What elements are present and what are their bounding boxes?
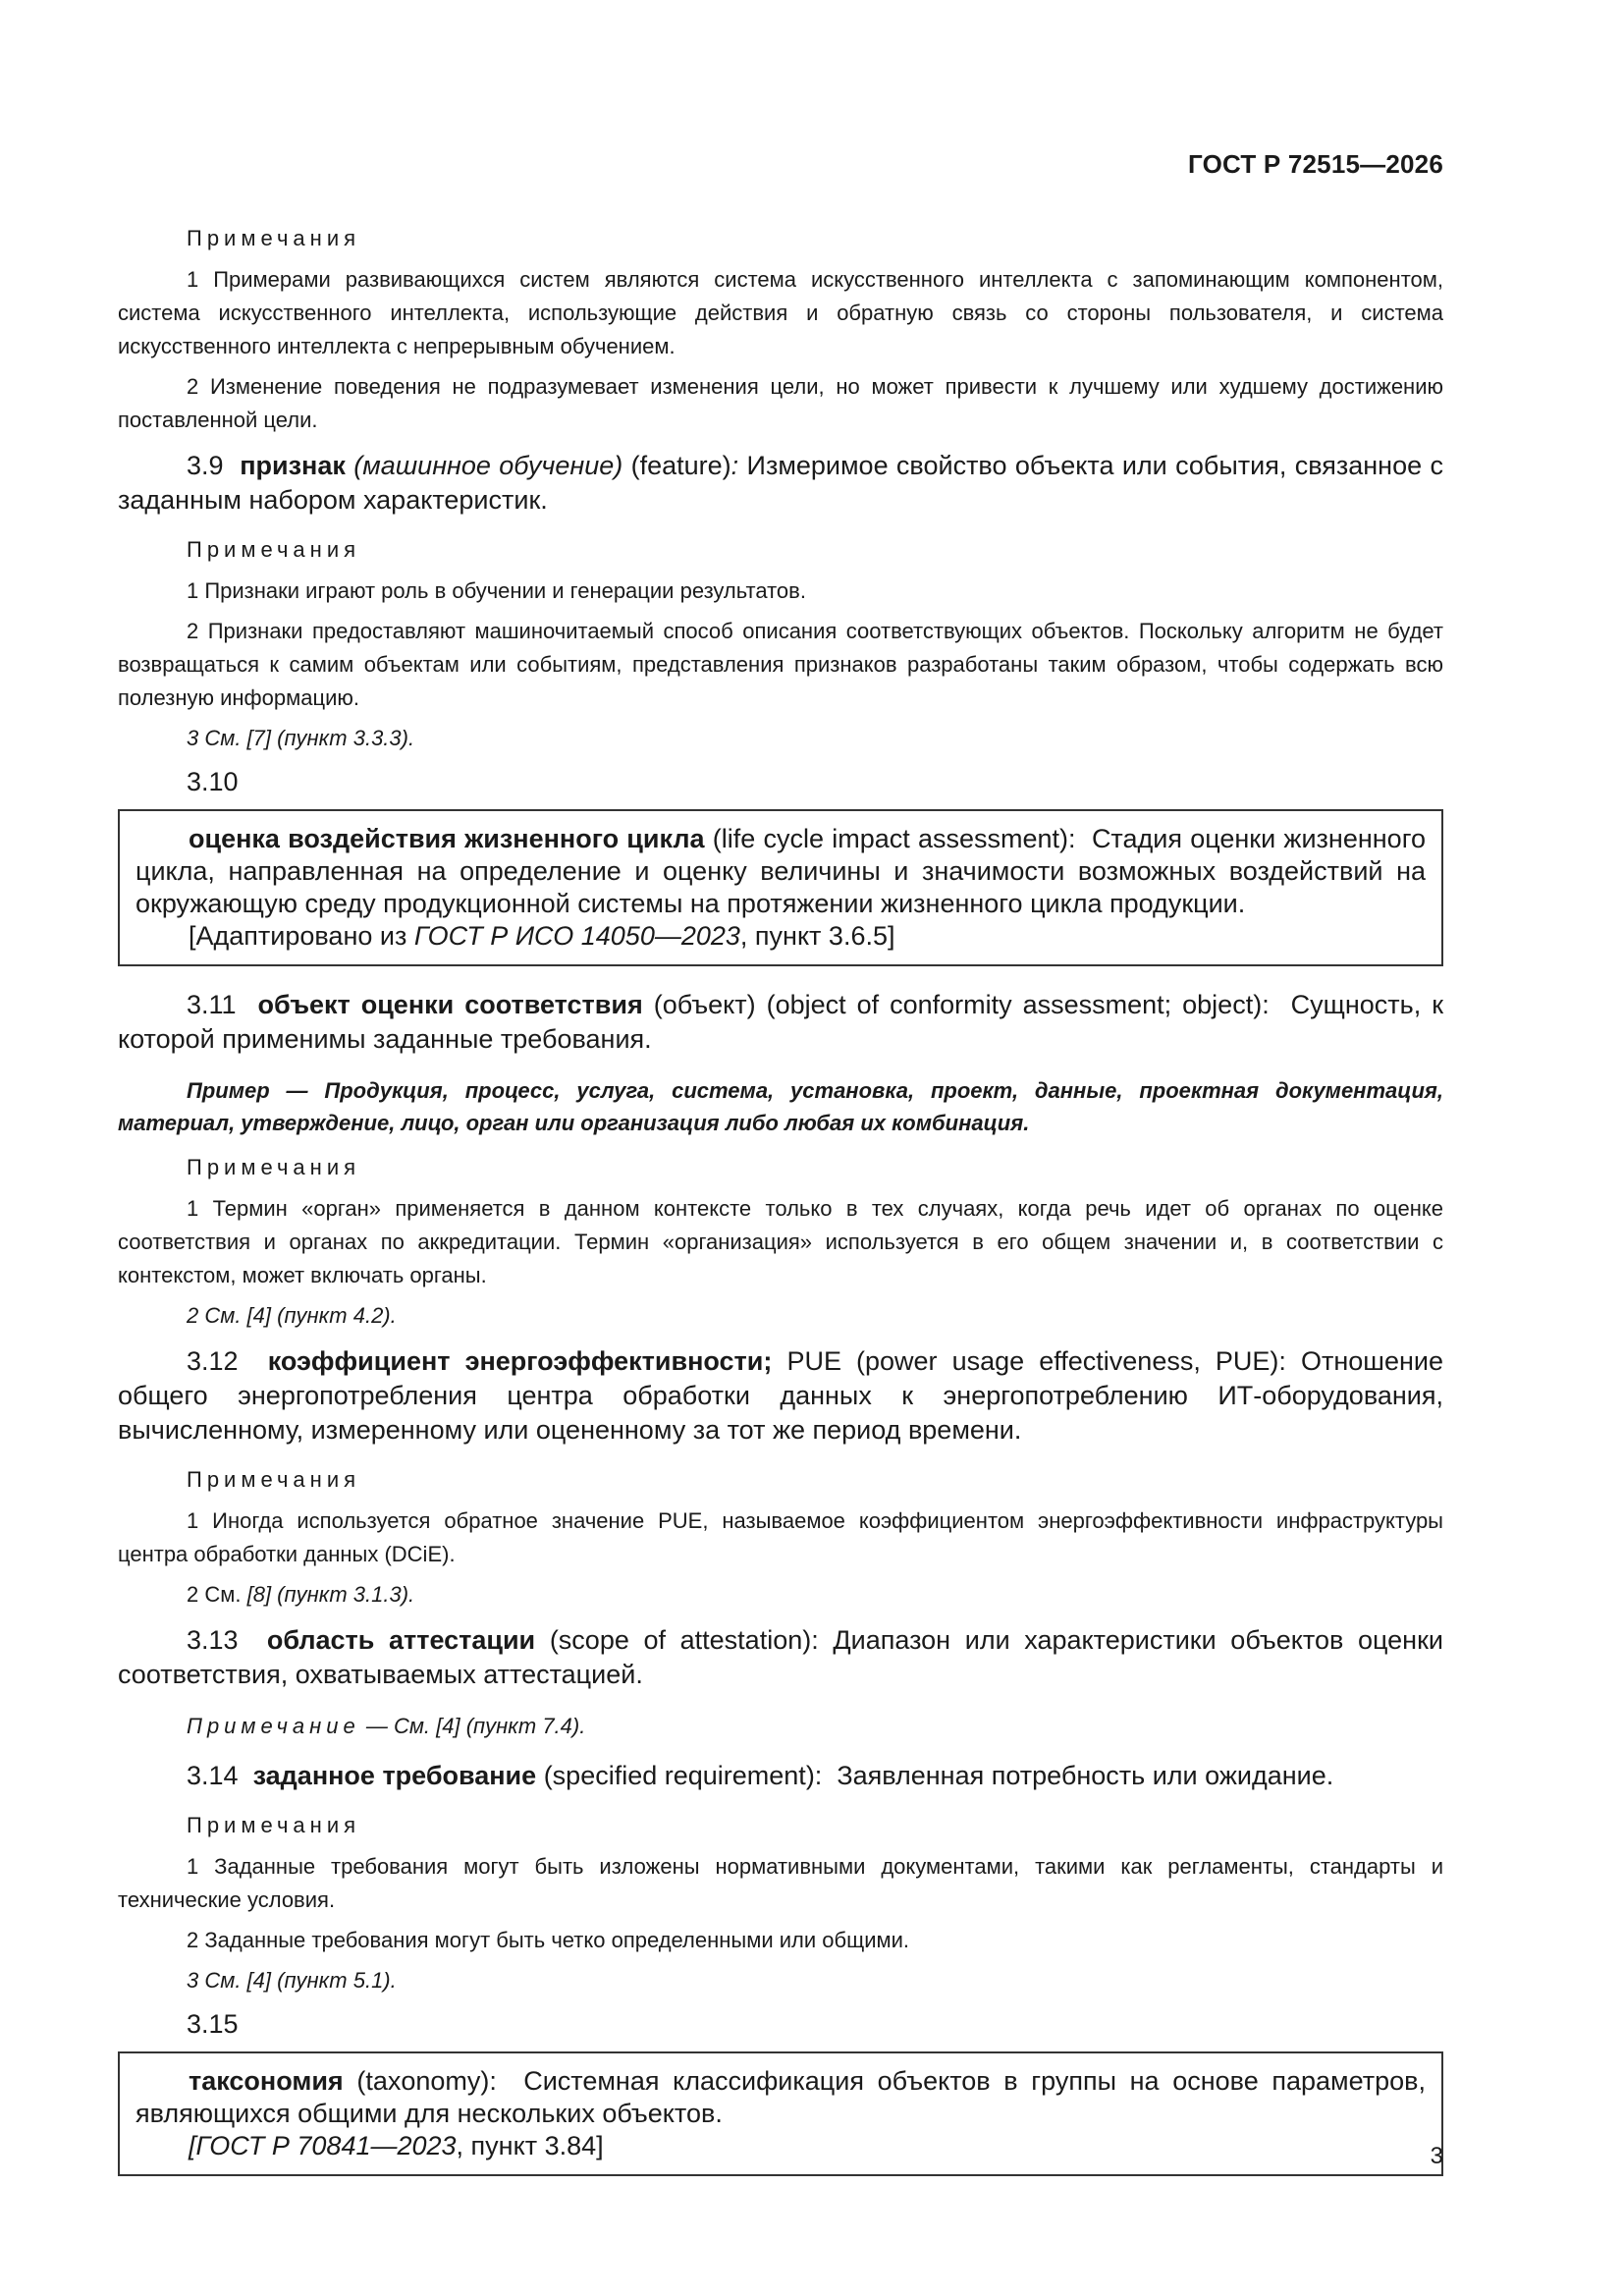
- term-entry-3-10: [135, 823, 1426, 920]
- term-english: (taxonomy):: [356, 2066, 497, 2096]
- notes-heading: Примечания: [187, 1813, 361, 1837]
- source-prefix: [Адаптировано из: [189, 921, 407, 951]
- note-reference: 2 См. [4] (пункт 4.2).: [187, 1303, 397, 1328]
- term-definition: Стадия оценки жизненного цикла, направленная на определение и оценку величины и значимости возможных воздействий на окружающую среду продукционной системы на протяжении жизненного цикла продукции.: [135, 824, 1426, 918]
- term-number: 3.14: [187, 1761, 239, 1790]
- note: 1 Признаки играют роль в обучении и генерации результатов.: [187, 578, 806, 603]
- term-number: 3.10: [187, 767, 239, 796]
- term-name: таксономия: [189, 2066, 344, 2096]
- term-example: Пример — Продукция, процесс, услуга, система, установка, проект, данные, проектная документация, материал, утверждение, лицо, орган или организация либо любая их комбинация.: [118, 1078, 1443, 1135]
- term-english: PUE (power usage effectiveness, PUE):: [786, 1346, 1286, 1376]
- term-source: [135, 920, 1426, 953]
- notes-heading: Примечания: [187, 1155, 361, 1179]
- note-prefix: 2 См.: [187, 1582, 242, 1607]
- term-name: коэффициент энергоэффективности;: [267, 1346, 773, 1376]
- term-number: 3.13: [187, 1625, 239, 1655]
- source-document: ГОСТ Р ИСО 14050—2023: [413, 921, 740, 951]
- term-number: 3.9: [187, 451, 224, 480]
- term-entry-3-9: [118, 449, 1443, 518]
- note: 1 Заданные требования могут быть изложены нормативными документами, такими как регламенты, стандарты и технические условия.: [118, 1854, 1443, 1912]
- page-content: [118, 224, 1443, 2198]
- borrowed-term-box: [118, 2051, 1443, 2176]
- source-clause: , пункт 3.84]: [456, 2131, 604, 2160]
- note-label: Примечание: [187, 1714, 360, 1738]
- term-definition: Диапазон или характеристики объектов оценки соответствия, охватываемых аттестацией.: [118, 1625, 1443, 1689]
- source-document: [ГОСТ Р 70841—2023: [189, 2131, 457, 2160]
- term-definition: Заявленная потребность или ожидание.: [837, 1761, 1334, 1790]
- term-definition: Системная классификация объектов в группы на основе параметров, являющихся общими для нескольких объектов.: [135, 2066, 1426, 2128]
- term-number: 3.11: [187, 990, 237, 1019]
- term-domain: (машинное обучение): [353, 451, 623, 480]
- note: 2 Признаки предоставляют машиночитаемый способ описания соответствующих объектов. Поскольку алгоритм не будет возвращаться к самим объектам или событиям, представления признаков разработаны таким образом, чтобы содержать всю полезную информацию.: [118, 619, 1443, 710]
- source-clause: , пункт 3.6.5]: [739, 921, 895, 951]
- term-english: (feature): [630, 451, 731, 480]
- page-number: 3: [1430, 2143, 1443, 2169]
- term-name: объект оценки соответствия: [257, 990, 643, 1019]
- note: 2 Изменение поведения не подразумевает изменения цели, но может привести к лучшему или худшему достижению поставленной цели.: [118, 374, 1443, 432]
- term-definition: Измеримое свойство объекта или события, связанное с заданным набором характеристик.: [118, 451, 1443, 515]
- note: 1 Термин «орган» применяется в данном контексте только в тех случаях, когда речь идет об органах по оценке соответствия и органах по аккредитации. Термин «организация» используется в его общем значении и, в соответствии с контекстом, может включать органы.: [118, 1196, 1443, 1287]
- note-citation: [8] (пункт 3.1.3).: [246, 1582, 415, 1607]
- document-page: [118, 0, 1443, 2296]
- term-name: заданное требование: [252, 1761, 537, 1790]
- note-reference: 3 См. [7] (пункт 3.3.3).: [187, 726, 415, 750]
- term-definition: Сущность, к которой применимы заданные требования.: [118, 990, 1444, 1054]
- term-name: область аттестации: [266, 1625, 536, 1655]
- term-definition: Отношение общего энергопотребления центра обработки данных к энергопотреблению ИТ-оборудования, вычисленному, измеренному или оцененному за тот же период времени.: [118, 1346, 1443, 1445]
- note-text: — См. [4] (пункт 7.4).: [365, 1714, 586, 1738]
- note-reference: 3 См. [4] (пункт 5.1).: [187, 1968, 397, 1993]
- term-entry-3-13: [118, 1623, 1443, 1692]
- term-number: 3.12: [187, 1346, 239, 1376]
- term-english: (объект) (object of conformity assessment; object):: [653, 990, 1270, 1019]
- term-entry-3-11: [118, 988, 1443, 1057]
- term-source: [135, 2130, 1426, 2162]
- notes-heading: Примечания: [187, 537, 361, 562]
- notes-heading: Примечания: [187, 1467, 361, 1492]
- standard-designation: ГОСТ Р 72515—2026: [1188, 149, 1443, 179]
- term-english: (scope of attestation):: [549, 1625, 819, 1655]
- term-name: оценка воздействия жизненного цикла: [189, 824, 705, 853]
- single-note: [187, 1710, 1443, 1743]
- term-entry-3-12: [118, 1344, 1443, 1448]
- note: 2 Заданные требования могут быть четко определенными или общими.: [187, 1928, 910, 1952]
- term-english: (specified requirement):: [543, 1761, 823, 1790]
- term-entry-3-14: [118, 1759, 1443, 1793]
- term-name: признак: [240, 451, 346, 480]
- note-reference: [118, 1578, 1443, 1612]
- note: 1 Иногда используется обратное значение PUE, называемое коэффициентом энергоэффективности инфраструктуры центра обработки данных (DCiE).: [118, 1508, 1443, 1566]
- notes-heading: Примечания: [187, 226, 361, 250]
- term-english: (life cycle impact assessment):: [712, 824, 1076, 853]
- note: 1 Примерами развивающихся систем являются система искусственного интеллекта с запоминающим компонентом, система искусственного интеллекта, использующие действия и обратную связь со стороны пользователя, и система искусственного интеллекта с непрерывным обучением.: [118, 267, 1443, 358]
- term-entry-3-15: [135, 2065, 1426, 2130]
- term-colon: :: [730, 451, 739, 480]
- borrowed-term-box: [118, 809, 1443, 966]
- term-number: 3.15: [187, 2009, 239, 2039]
